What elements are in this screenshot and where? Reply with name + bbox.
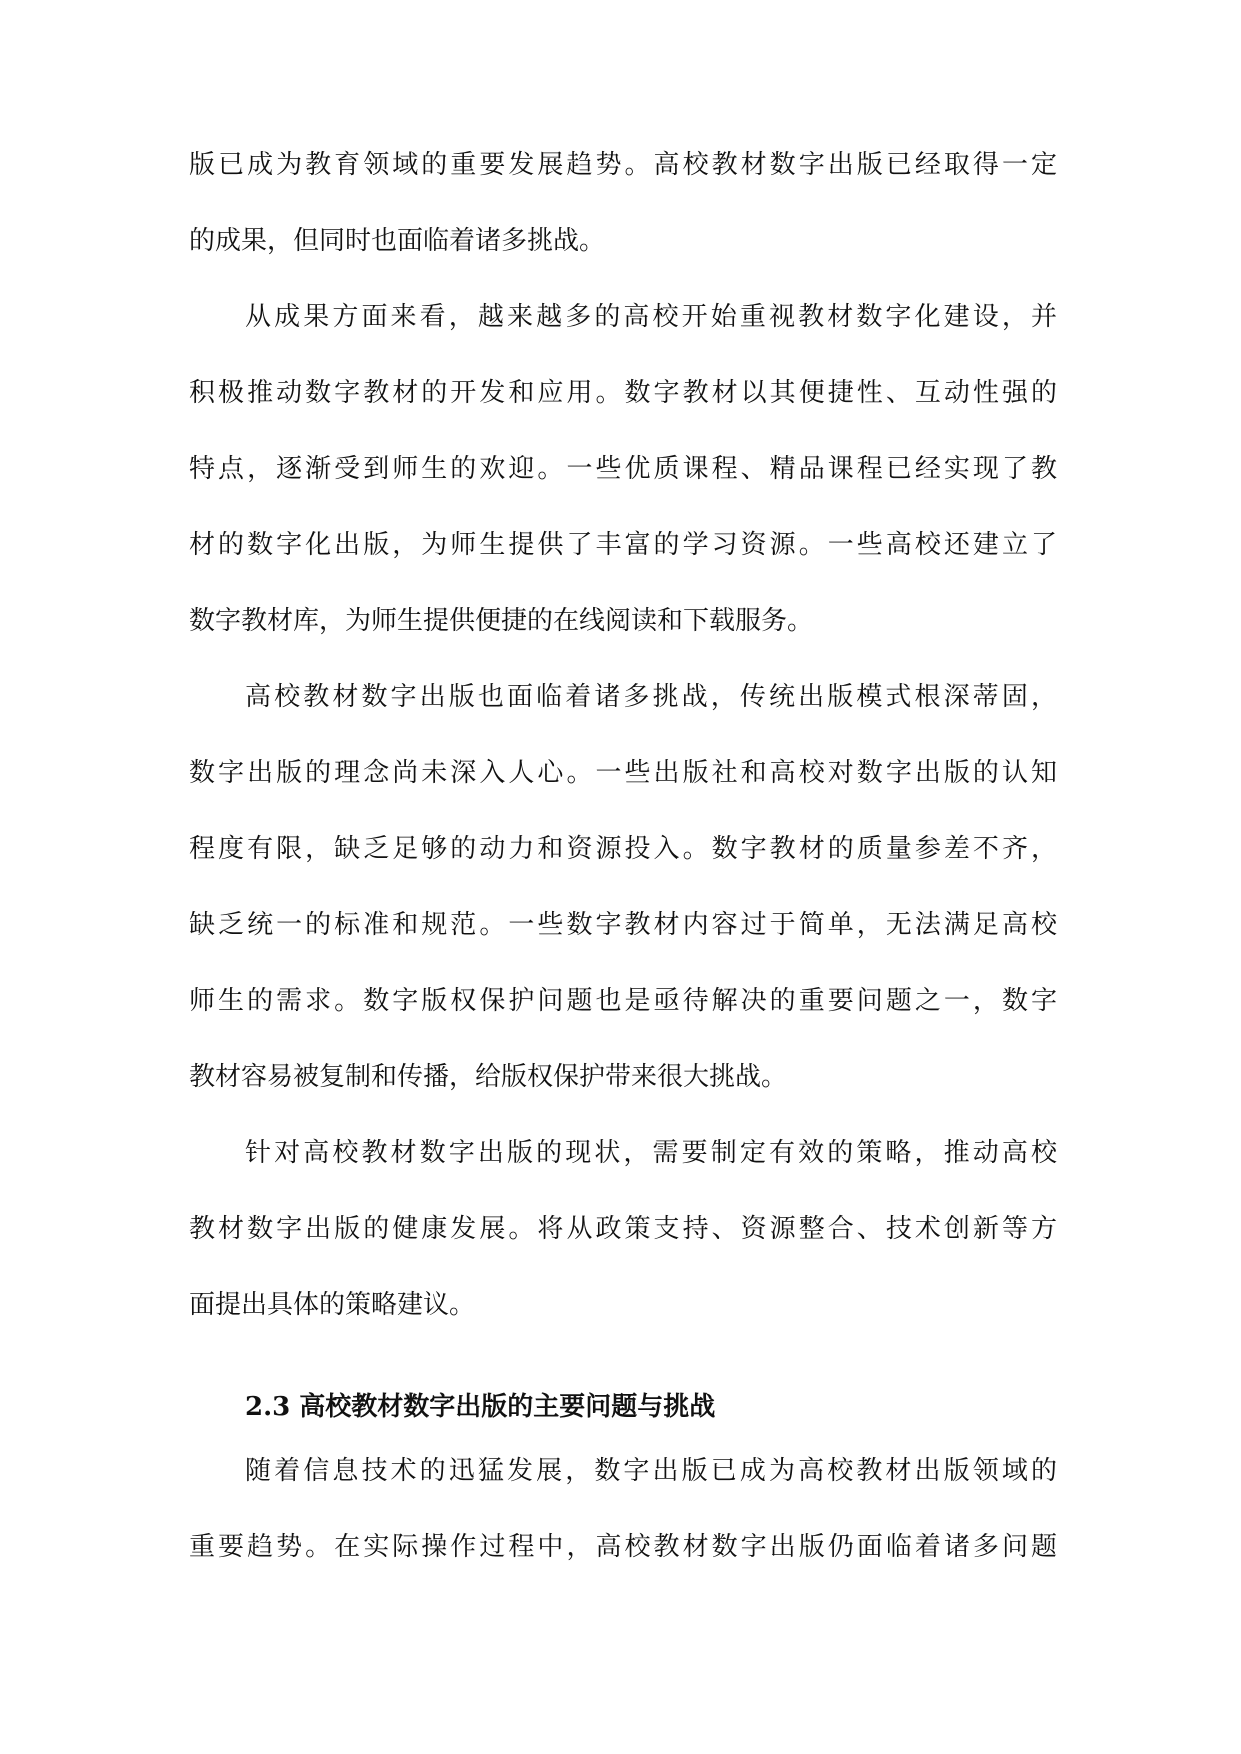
text-line: 缺乏统一的标准和规范。一些数字教材内容过于简单，无法满足高校 <box>189 910 1057 940</box>
paragraph-problems-intro <box>189 1451 1057 1603</box>
text-line: 从成果方面来看，越来越多的高校开始重视教材数字化建设，并 <box>245 302 1057 332</box>
text-line: 数字出版的理念尚未深入人心。一些出版社和高校对数字出版的认知 <box>189 758 1057 788</box>
text-line: 教材容易被复制和传播，给版权保护带来很大挑战。 <box>189 1062 788 1092</box>
text-line: 积极推动数字教材的开发和应用。数字教材以其便捷性、互动性强的 <box>189 378 1057 408</box>
paragraph-strategy <box>189 1133 1057 1361</box>
text-line: 版已成为教育领域的重要发展趋势。高校教材数字出版已经取得一定 <box>189 150 1057 180</box>
text-line: 的成果，但同时也面临着诸多挑战。 <box>189 226 606 256</box>
paragraph-achievements <box>189 297 1057 677</box>
paragraph-continuation <box>189 145 1057 297</box>
text-line: 数字教材库，为师生提供便捷的在线阅读和下载服务。 <box>189 606 814 636</box>
text-line: 特点，逐渐受到师生的欢迎。一些优质课程、精品课程已经实现了教 <box>189 454 1057 484</box>
document-body <box>189 145 1057 1603</box>
text-line: 师生的需求。数字版权保护问题也是亟待解决的重要问题之一，数字 <box>189 986 1057 1016</box>
section-heading: 2.3 高校教材数字出版的主要问题与挑战 <box>245 1392 716 1422</box>
text-line: 随着信息技术的迅猛发展，数字出版已成为高校教材出版领域的 <box>245 1456 1057 1486</box>
text-line: 程度有限，缺乏足够的动力和资源投入。数字教材的质量参差不齐， <box>189 834 1057 864</box>
text-line: 针对高校教材数字出版的现状，需要制定有效的策略，推动高校 <box>245 1138 1057 1168</box>
text-line: 材的数字化出版，为师生提供了丰富的学习资源。一些高校还建立了 <box>189 530 1057 560</box>
text-line: 教材数字出版的健康发展。将从政策支持、资源整合、技术创新等方 <box>189 1214 1057 1244</box>
text-line: 高校教材数字出版也面临着诸多挑战，传统出版模式根深蒂固， <box>245 682 1057 712</box>
text-line: 重要趋势。在实际操作过程中，高校教材数字出版仍面临着诸多问题 <box>189 1532 1057 1562</box>
text-line: 面提出具体的策略建议。 <box>189 1290 476 1320</box>
paragraph-challenges <box>189 677 1057 1133</box>
